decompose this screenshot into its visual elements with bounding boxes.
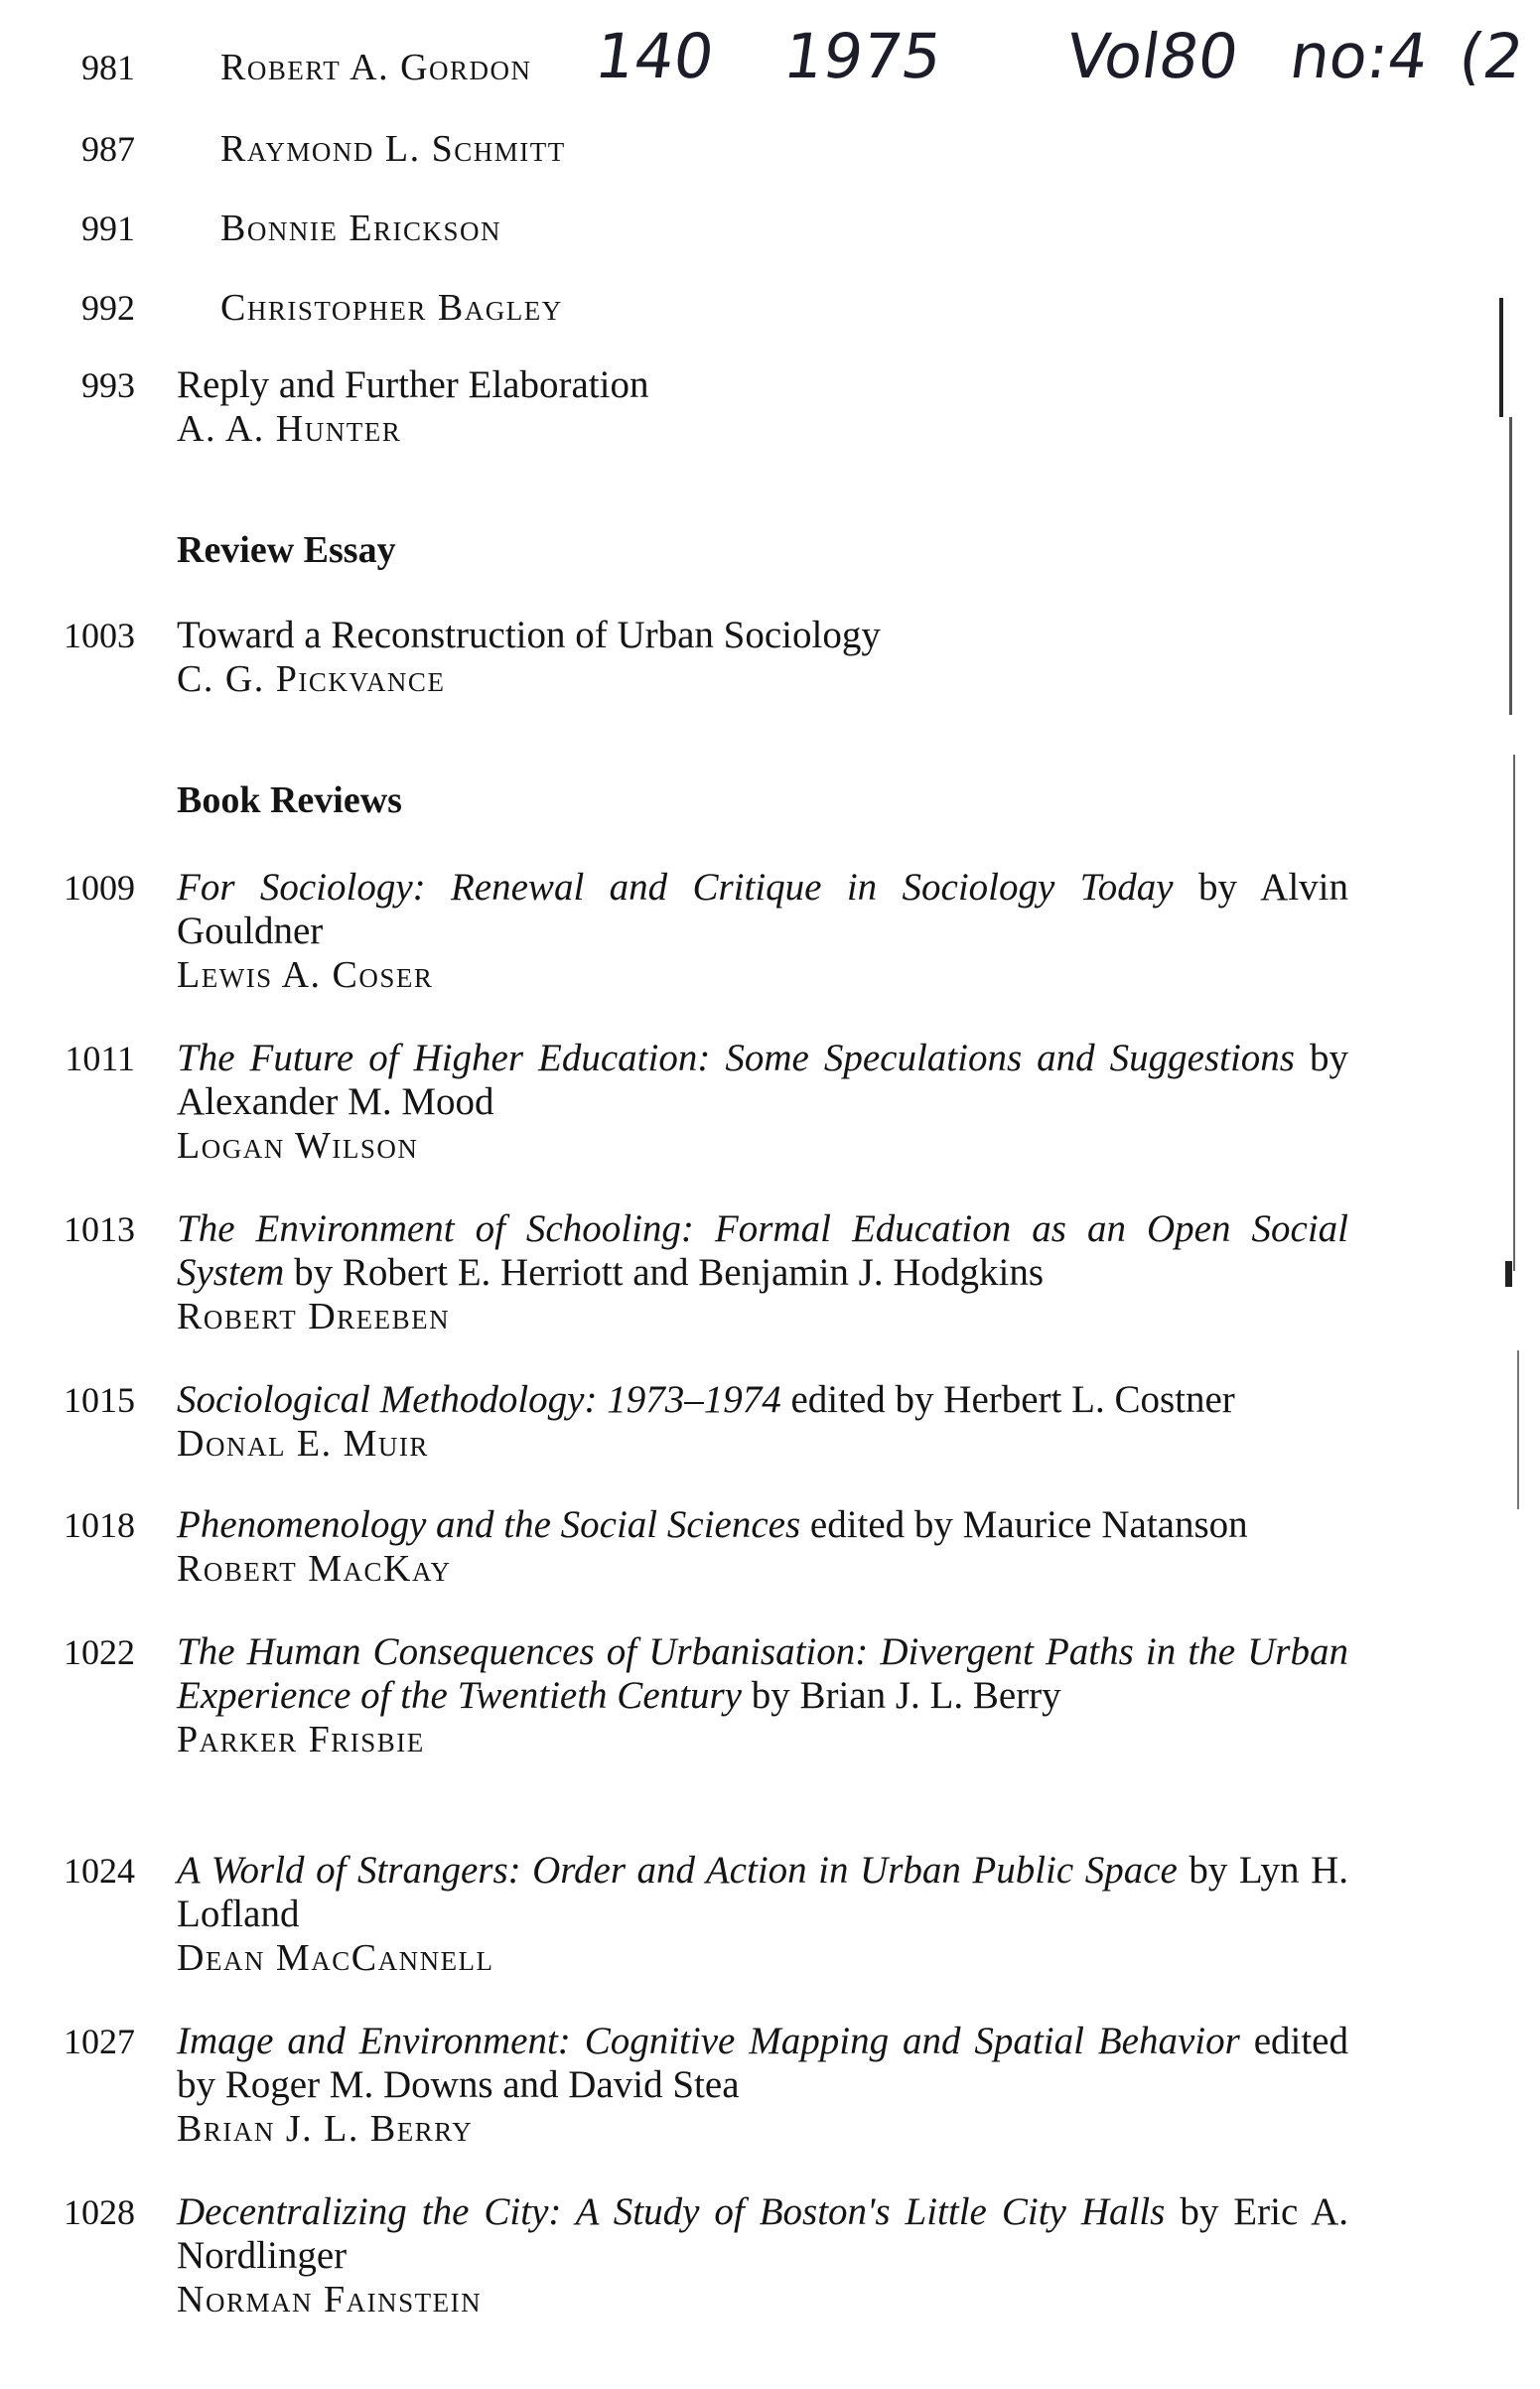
page-number: 981 xyxy=(81,48,135,87)
reviewer-name: Donal E. Muir xyxy=(177,1423,429,1465)
book-title: Image and Environment: Cognitive Mapping and Spatial Behavior xyxy=(177,2020,1240,2062)
handwritten-note-number: no:4 xyxy=(1285,20,1433,92)
page-number: 1009 xyxy=(64,868,135,908)
handwritten-note-part: (2 xyxy=(1454,20,1528,92)
book-title: For Sociology: Renewal and Critique in Sociology Today xyxy=(177,866,1174,909)
handwritten-note-volume: Vol80 xyxy=(1061,20,1243,92)
section-heading-review-essay: Review Essay xyxy=(177,529,396,571)
reviewer-name: Robert Dreeben xyxy=(177,1296,451,1337)
reviewer-name: Norman Fainstein xyxy=(177,2279,483,2320)
page-number: 1011 xyxy=(65,1039,135,1078)
article-title: Toward a Reconstruction of Urban Sociology xyxy=(177,614,881,656)
section-heading-book-reviews: Book Reviews xyxy=(177,779,402,821)
page-number: 1024 xyxy=(64,1851,135,1891)
author-name: A. A. Hunter xyxy=(177,408,402,450)
book-author: by Lyn H. Lofland xyxy=(177,1849,1348,1935)
page-number: 1003 xyxy=(64,616,135,655)
book-author: by Alvin Gouldner xyxy=(177,866,1349,952)
page-number: 1013 xyxy=(64,1209,135,1249)
scan-edge-mark xyxy=(1509,417,1512,715)
scan-edge-mark xyxy=(1505,1261,1512,1287)
scan-edge-mark xyxy=(1517,1350,1519,1509)
page-number: 991 xyxy=(81,209,135,248)
book-author: by Alexander M. Mood xyxy=(177,1037,1348,1123)
book-author: edited by Herbert L. Costner xyxy=(780,1378,1235,1421)
page-number: 992 xyxy=(81,288,135,328)
book-author: edited by Roger M. Downs and David Stea xyxy=(177,2020,1348,2106)
handwritten-note-year: 1975 xyxy=(778,20,946,92)
author-name: C. G. Pickvance xyxy=(177,658,446,700)
page-number: 993 xyxy=(81,365,135,405)
article-title: Reply and Further Elaboration xyxy=(177,363,649,406)
book-author: by Eric A. Nordlinger xyxy=(177,2190,1349,2277)
book-title: The Future of Higher Education: Some Speculations and Suggestions xyxy=(177,1037,1295,1079)
page-number: 1022 xyxy=(64,1632,135,1672)
reviewer-name: Lewis A. Coser xyxy=(177,954,434,996)
author-name: Christopher Bagley xyxy=(220,287,563,329)
page-number: 987 xyxy=(81,129,135,169)
reviewer-name: Brian J. L. Berry xyxy=(177,2108,474,2150)
author-name: Bonnie Erickson xyxy=(220,208,502,249)
author-name: Raymond L. Schmitt xyxy=(220,128,566,170)
scan-edge-mark xyxy=(1513,755,1515,1271)
book-author: by Brian J. L. Berry xyxy=(741,1674,1061,1717)
book-title: Sociological Methodology: 1973–1974 xyxy=(177,1378,781,1421)
book-title: The Environment of Schooling: Formal Education as an Open Social System xyxy=(177,1207,1348,1294)
page-number: 1028 xyxy=(64,2192,135,2232)
page-number: 1027 xyxy=(64,2022,135,2061)
reviewer-name: Logan Wilson xyxy=(177,1125,419,1167)
book-title: Decentralizing the City: A Study of Boston's Little City Halls xyxy=(177,2190,1166,2233)
reviewer-name: Parker Frisbie xyxy=(177,1719,425,1760)
handwritten-note-140: 140 xyxy=(590,20,719,92)
reviewer-name: Robert MacKay xyxy=(177,1548,452,1590)
book-title: The Human Consequences of Urbanisation: Divergent Paths in the Urban Experience of the Twentieth Century xyxy=(177,1630,1348,1717)
book-title: A World of Strangers: Order and Action in Urban Public Space xyxy=(177,1849,1178,1892)
reviewer-name: Dean MacCannell xyxy=(177,1937,494,1979)
page-number: 1018 xyxy=(64,1505,135,1545)
book-title: Phenomenology and the Social Sciences xyxy=(177,1503,801,1546)
book-author: edited by Maurice Natanson xyxy=(800,1503,1248,1546)
scan-edge-mark xyxy=(1499,298,1503,417)
page-number: 1015 xyxy=(64,1380,135,1420)
author-name: Robert A. Gordon xyxy=(220,47,532,88)
book-author: by Robert E. Herriott and Benjamin J. Hodgkins xyxy=(284,1251,1045,1294)
